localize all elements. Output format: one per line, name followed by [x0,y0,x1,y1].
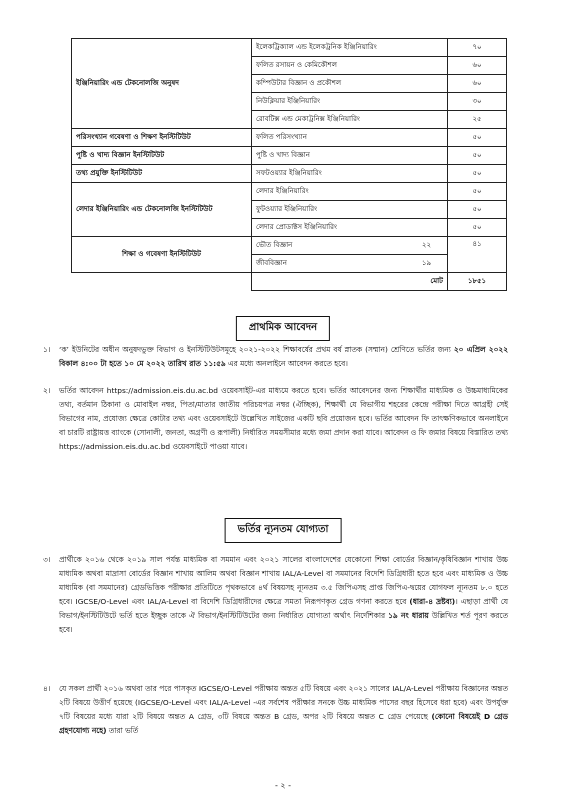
paragraph-bold-text: (ধারা-৪ দ্রষ্টব্য) [409,597,456,606]
faculty-cell: ইঞ্জিনিয়ারিং এন্ড টেকনোলজি অনুষদ [72,39,252,129]
paragraph-text: এর মধ্যে অনলাইনে আবেদন করতে হবে। [225,359,348,368]
seats-cell: ৫০ [448,219,507,237]
table-row [72,129,507,147]
subject-cell: পুষ্টি ও খাদ্য বিজ্ঞান [252,147,448,165]
paragraph-1 [43,343,508,371]
table-row [72,39,507,57]
paragraph-number: ১। [43,345,51,354]
faculty-cell: শিক্ষা ও গবেষণা ইনস্টিটিউট [72,237,252,273]
total-row [72,273,507,291]
paragraph-text: । এছাড়া প্রার্থী যে বিভাগ/ইনস্টিটিউটে ভর্তি হতে ইচ্ছুক তাকে ঐ বিভাগ/ইনস্টিটিউটের জন্য নির্ধারিত যোগ্যতা অর্থাৎ নির্দেশিকার [59,597,508,620]
paragraph-bold-text: ২০ এপ্রিল ২০২২ বিকাল ৪:০০ টা হতে ১০ মে ২০২২ তারিখ রাত ১১:৫৯ [59,345,508,368]
subject-cell: নিউক্লিয়ার ইঞ্জিনিয়ারিং [252,93,448,111]
section-title-primary-application: প্রাথমিক আবেদন [236,316,330,341]
faculty-cell: পুষ্টি ও খাদ্য বিজ্ঞান ইনস্টিটিউট [72,147,252,165]
paragraph-text: উল্লিখিত শর্ত পূরণ করতে হবে। [59,611,508,634]
paragraph-number: ৩। [43,555,51,564]
paragraph-text: তারা ভর্তি [106,726,139,735]
seats-cell: ৫০ [448,201,507,219]
paragraph-text: ‘ক’ ইউনিটের অধীন অনুষদভুক্ত বিভাগ ও ইনস্টিটিউটসমূহে ২০২১-২০২২ শিক্ষাবর্ষের প্রথম বর্ষ স্নাতক (সম্মান) শ্রেণিতে ভর্তির জন্য [59,345,454,354]
paragraph-text: প্রার্থীকে ২০১৬ থেকে ২০১৯ সাল পর্যন্ত মাধ্যমিক বা সমমান এবং ২০২১ সালের বাংলাদেশের যেকোনো শিক্ষা বোর্ডের বিজ্ঞান/কৃষিবিজ্ঞান শাখায় উচ্চ মাধ্যমিক অথবা মাদ্রাসা বোর্ডের বিজ্ঞান শাখায় আলিম অথবা বিজ্ঞান শাখায় IAL/A-Level বা সমমানের বিদেশি ডিগ্রিধারী হতে হবে এবং মাধ্যমিক ও উচ্চ মাধ্যমিক (বা সমমানের) গ্রেডভিত্তিক পরীক্ষার প্রতিটিতে পৃথকভাবে ৪র্থ বিষয়সহ ন্যূনতম ৩.৫ জিপিএসহ প্রাপ্ত জিপিএ-দ্বয়ের যোগফল ন্যূনতম ৮.০ হতে হবে। IGCSE/O-Level এবং IAL/A-Level বা বিদেশি ডিগ্রিধারীদের ক্ষেত্রে সমতা নিরূপণকৃত গ্রেড গণনা করতে হবে [59,555,508,606]
subject-cell: লেদার ইঞ্জিনিয়ারিং [252,183,448,201]
empty-cell [72,273,252,291]
subject-name: জীববিজ্ঞান [256,259,287,267]
seat-distribution-table [71,38,507,291]
paragraph-text: ভর্তির আবেদন https://admission.eis.du.ac.bd ওয়েবসাইট-এর মাধ্যমে করতে হবে। ভর্তির আবেদনের জন্য শিক্ষার্থীর মাধ্যমিক ও উচ্চমাধ্যমিকের তথ্য, বর্তমান ঠিকানা ও মোবাইল নম্বর, পিতা/মাতার জাতীয় পরিচয়পত্র নম্বর (ঐচ্ছিক), শিক্ষার্থী যে বিভাগীয় শহরের কেন্দ্রে পরীক্ষা দিতে আগ্রহী সেই বিভাগের নাম, প্রযোজ্য ক্ষেত্রে কোটার তথ্য এবং ওয়েবসাইটে উল্লেখিত সাইজের একটি ছবি প্রয়োজন হবে। ভর্তির আবেদন ফি তাৎক্ষণিকভাবে অনলাইনে বা চারটি রাষ্ট্রায়ত্ত ব্যাংকে (সোনালী, জনতা, অগ্রণী ও রূপালী) নির্ধারিত সময়সীমার মধ্যে জমা প্রদান করা যাবে। আবেদন ও ফি জমার বিষয়ে বিস্তারিত তথ্য https://admission.eis.du.ac.bd ওয়েবসাইটে পাওয়া যাবে। [59,386,508,451]
paragraph-number: ৪। [43,684,51,693]
seats-cell: ৫০ [448,183,507,201]
faculty-cell: পরিসংখ্যান গবেষণা ও শিক্ষণ ইনস্টিটিউট [72,129,252,147]
seats-cell: ৪১ [448,237,507,273]
total-value: ১৮৫১ [448,273,507,291]
subject-cell: রোবটিক্স এন্ড মেকাট্রনিক্স ইঞ্জিনিয়ারিং [252,111,448,129]
table-row [72,183,507,201]
seats-cell: ৫০ [448,147,507,165]
subject-cell: ইলেকট্রিক্যাল এন্ড ইলেকট্রনিক ইঞ্জিনিয়ারিং [252,39,448,57]
faculty-cell: লেদার ইঞ্জিনিয়ারিং এন্ড টেকনোলজি ইনস্টিটিউট [72,183,252,237]
seats-cell: ৬০ [448,57,507,75]
subject-cell [252,255,448,273]
subject-cell: সফটওয়্যার ইঞ্জিনিয়ারিং [252,165,448,183]
subject-cell: ফলিত পরিসংখ্যান [252,129,448,147]
subject-cell: ফুটওয়্যার ইঞ্জিনিয়ারিং [252,201,448,219]
sub-seats: ২২ [421,241,431,249]
total-label: মোট [252,273,448,291]
table-row [72,237,507,255]
seats-cell: ৫০ [448,129,507,147]
subject-cell: লেদার প্রোডাক্টস ইঞ্জিনিয়ারিং [252,219,448,237]
seats-cell: ৬০ [448,75,507,93]
seats-cell: ২৫ [448,111,507,129]
subject-cell: ফলিত রসায়ন ও কেমিকৌশল [252,57,448,75]
sub-seats: ১৯ [421,259,431,267]
subject-name: ভৌত বিজ্ঞান [256,241,293,249]
subject-cell [252,237,448,255]
paragraph-text: যে সকল প্রার্থী ২০১৬ অথবা তার পরে পাসকৃত IGCSE/O-Level পরীক্ষায় অন্তত ৫টি বিষয়ে এবং ২০২১ সালের IAL/A-Level পরীক্ষায় বিজ্ঞানের অন্তত ২টি বিষয়ে উত্তীর্ণ হয়েছে (IGCSE/O-Level এবং IAL/A-Level -এর সর্বশেষ পরীক্ষার সনকে উচ্চ মাধ্যমিক পাসের বছর হিসেবে ধরা হবে) এবং উপর্যুক্ত ৭টি বিষয়ের মধ্যে যারা ২টি বিষয়ে অন্তত A গ্রেড, ৩টি বিষয়ে অন্তত B গ্রেড, অপর ২টি বিষয়ে অন্তত C গ্রেড পেয়েছে [59,684,508,721]
seats-cell: ৭০ [448,39,507,57]
table-row [72,147,507,165]
seats-cell: ৫০ [448,165,507,183]
paragraph-number: ২। [43,386,51,395]
paragraph-bold-text: ১৯ নং ধারায় [388,611,429,620]
paragraph-bold-text: (কোনো বিষয়েই D গ্রেড গ্রহণযোগ্য নহে) [59,712,508,735]
paragraph-2 [43,384,508,454]
subject-cell: কম্পিউটার বিজ্ঞান ও প্রকৌশল [252,75,448,93]
paragraph-4 [43,682,508,738]
table-row [72,165,507,183]
seats-cell: ৩০ [448,93,507,111]
page-number: - ২ - [274,781,292,790]
section-title-minimum-eligibility: ভর্তির ন্যূনতম যোগ্যতা [225,518,342,543]
faculty-cell: তথ্য প্রযুক্তি ইনস্টিটিউট [72,165,252,183]
paragraph-3 [43,553,508,637]
